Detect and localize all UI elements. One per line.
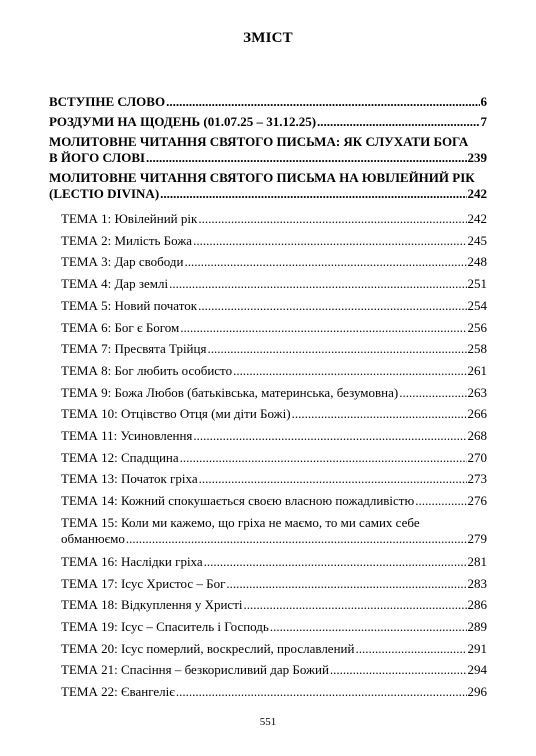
toc-entry-theme[interactable] bbox=[61, 341, 487, 357]
toc-entry-theme[interactable] bbox=[61, 233, 487, 249]
dot-leader bbox=[146, 150, 466, 166]
toc-entry-title: ТЕМА 19: Ісус – Спаситель і Господь bbox=[61, 618, 269, 634]
toc-entry-page-number: 266 bbox=[467, 406, 487, 422]
toc-entry-theme[interactable] bbox=[61, 385, 487, 401]
toc-entry-page-number: 261 bbox=[467, 362, 487, 378]
dot-leader bbox=[198, 211, 466, 227]
toc-entry-page-number: 279 bbox=[467, 530, 487, 546]
toc-entry-page-number: 7 bbox=[480, 114, 487, 129]
toc-entry-theme[interactable] bbox=[61, 428, 487, 444]
dot-leader bbox=[166, 94, 479, 110]
toc-entry-page-number: 289 bbox=[467, 618, 487, 634]
toc-entry-title: ТЕМА 18: Відкуплення у Христі bbox=[61, 597, 243, 613]
toc-entry-page-number: 258 bbox=[467, 341, 487, 357]
toc-entry-page-number: 6 bbox=[480, 94, 487, 109]
toc-entry-page-number: 251 bbox=[467, 276, 487, 292]
toc-entry-page-number: 283 bbox=[467, 575, 487, 591]
dot-leader bbox=[160, 186, 466, 202]
dot-leader bbox=[244, 597, 467, 613]
toc-entry-theme[interactable] bbox=[61, 662, 487, 678]
toc-entry-title: ТЕМА 5: Новий початок bbox=[61, 297, 198, 313]
toc-entry-theme[interactable] bbox=[61, 619, 487, 635]
toc-entry-theme[interactable] bbox=[61, 363, 487, 379]
toc-entry-page-number: 276 bbox=[467, 493, 487, 509]
toc-entry-theme[interactable] bbox=[61, 406, 487, 422]
toc-entry-section[interactable] bbox=[49, 170, 487, 202]
toc-entry-page-number: 273 bbox=[467, 471, 487, 487]
toc-entry-title: ТЕМА 11: Усиновлення bbox=[61, 428, 193, 443]
toc-entry-title: ТЕМА 7: Пресвята Трійця bbox=[61, 341, 207, 357]
toc-entry-theme[interactable] bbox=[61, 320, 487, 336]
toc-entry-first-line: МОЛИТОВНЕ ЧИТАННЯ СВЯТОГО ПИСЬМА: ЯК СЛУХАТИ БОГА bbox=[49, 134, 469, 149]
toc-entry-theme[interactable] bbox=[61, 641, 487, 657]
dot-leader bbox=[270, 619, 467, 635]
toc-entry-section[interactable] bbox=[49, 94, 487, 110]
page-number: 551 bbox=[259, 716, 277, 728]
toc-entry-page-number: 270 bbox=[467, 449, 487, 465]
toc-entry-first-line: ТЕМА 15: Коли ми кажемо, що гріха не маємо, то ми самих себе bbox=[61, 514, 420, 530]
toc-entry-first-line: МОЛИТОВНЕ ЧИТАННЯ СВЯТОГО ПИСЬМА НА ЮВІЛЕЙНИЙ РІК bbox=[49, 170, 475, 185]
dot-leader bbox=[198, 298, 466, 314]
toc-entry-theme[interactable] bbox=[61, 515, 487, 547]
toc-entry-theme[interactable] bbox=[61, 450, 487, 466]
dot-leader bbox=[207, 341, 466, 357]
toc-entry-page-number: 245 bbox=[467, 232, 487, 248]
dot-leader bbox=[126, 531, 467, 547]
toc-entry-theme[interactable] bbox=[61, 298, 487, 314]
toc-entry-theme[interactable] bbox=[61, 276, 487, 292]
toc-entry-title: ТЕМА 16: Наслідки гріха bbox=[61, 553, 203, 569]
toc-entry-page-number: 268 bbox=[467, 428, 487, 443]
toc-entry-title: ТЕМА 4: Дар землі bbox=[61, 276, 169, 292]
toc-entry-theme[interactable] bbox=[61, 576, 487, 592]
dot-leader bbox=[184, 254, 466, 270]
dot-leader bbox=[176, 684, 467, 700]
toc-entry-title: ТЕМА 8: Бог любить особисто bbox=[61, 362, 233, 378]
toc-entry-theme[interactable] bbox=[61, 684, 487, 700]
dot-leader bbox=[199, 471, 467, 487]
toc-entry-title: ТЕМА 14: Кожний спокушається своєю власною пожадливістю bbox=[61, 493, 415, 509]
toc-entry-page-number: 291 bbox=[467, 640, 487, 656]
toc-entry-title: ТЕМА 10: Отцівство Отця (ми діти Божі) bbox=[61, 406, 291, 422]
dot-leader bbox=[204, 554, 467, 570]
dot-leader bbox=[317, 114, 479, 130]
dot-leader bbox=[399, 385, 466, 401]
toc-entry-page-number: 242 bbox=[467, 211, 487, 226]
toc-entry-page-number: 294 bbox=[467, 662, 487, 678]
toc-entry-title: ТЕМА 9: Божа Любов (батьківська, материнська, безумовна) bbox=[61, 384, 399, 400]
dot-leader bbox=[169, 276, 466, 292]
dot-leader bbox=[180, 450, 467, 466]
toc-entry-page-number: 254 bbox=[467, 297, 487, 313]
dot-leader bbox=[193, 428, 466, 444]
toc-entry-page-number: 248 bbox=[467, 254, 487, 270]
toc-entry-theme[interactable] bbox=[61, 211, 487, 227]
toc-entry-page-number: 239 bbox=[467, 150, 487, 165]
dot-leader bbox=[233, 363, 466, 379]
toc-entry-title: обманюємо bbox=[61, 530, 125, 546]
dot-leader bbox=[330, 662, 467, 678]
toc-entry-title: ТЕМА 17: Ісус Христос – Бог bbox=[61, 575, 226, 591]
page-title: ЗМІСТ bbox=[243, 30, 293, 46]
toc-entry-page-number: 281 bbox=[467, 553, 487, 569]
dot-leader bbox=[226, 576, 466, 592]
toc-entry-theme[interactable] bbox=[61, 254, 487, 270]
toc-entry-theme[interactable] bbox=[61, 597, 487, 613]
toc-entry-title: ТЕМА 1: Ювілейний рік bbox=[61, 211, 198, 226]
toc-entry-title: ТЕМА 3: Дар свободи bbox=[61, 254, 184, 270]
dot-leader bbox=[355, 641, 466, 657]
toc-entry-theme[interactable] bbox=[61, 554, 487, 570]
dot-leader bbox=[180, 320, 466, 336]
toc-entry-section[interactable] bbox=[49, 134, 487, 166]
dot-leader bbox=[292, 406, 467, 422]
toc-entry-title: ТЕМА 6: Бог є Богом bbox=[61, 319, 180, 335]
toc-entry-page-number: 263 bbox=[467, 384, 487, 400]
dot-leader bbox=[193, 233, 466, 249]
toc-entry-title: ТЕМА 12: Спадщина bbox=[61, 449, 179, 465]
toc-entry-section[interactable] bbox=[49, 114, 487, 130]
dot-leader bbox=[415, 493, 466, 509]
toc-entry-title: ТЕМА 20: Ісус померлий, воскреслий, прославлений bbox=[61, 640, 355, 656]
toc-entry-title: (LECTIO DIVINA) bbox=[49, 186, 160, 201]
toc-entry-page-number: 242 bbox=[467, 186, 487, 201]
toc-entry-title: РОЗДУМИ НА ЩОДЕНЬ (01.07.25 – 31.12.25) bbox=[49, 114, 317, 129]
toc-entry-theme[interactable] bbox=[61, 471, 487, 487]
toc-entry-page-number: 256 bbox=[467, 319, 487, 335]
toc-entry-title: ТЕМА 22: Євангеліє bbox=[61, 684, 175, 699]
toc-entry-title: ТЕМА 13: Початок гріха bbox=[61, 471, 198, 487]
toc-entry-page-number: 296 bbox=[467, 684, 487, 699]
toc-entry-page-number: 286 bbox=[467, 597, 487, 613]
toc-entry-title: В ЙОГО СЛОВІ bbox=[49, 150, 146, 165]
toc-entry-title: ТЕМА 2: Милість Божа bbox=[61, 232, 193, 248]
toc-entry-title: ТЕМА 21: Спасіння – безкорисливий дар Божий bbox=[61, 662, 329, 678]
toc-entry-title: ВСТУПНЕ СЛОВО bbox=[49, 94, 166, 109]
toc-entry-theme[interactable] bbox=[61, 493, 487, 509]
